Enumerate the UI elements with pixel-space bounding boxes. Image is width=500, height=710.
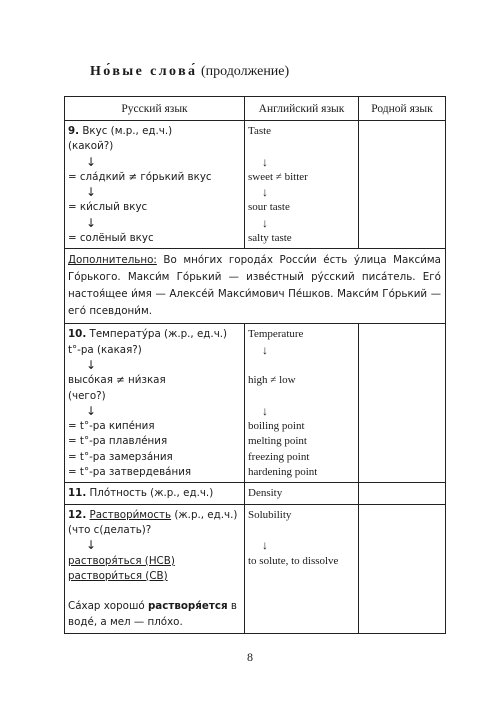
cell-ru-12: [65, 504, 245, 633]
title-main: Но́вые слова́: [90, 64, 198, 79]
verb-perfective: раствори́ться (СВ): [68, 569, 168, 582]
table-row-12: [65, 504, 446, 633]
term-line: 9. Вкус (м.р., ед.ч.): [68, 125, 173, 137]
table-row-note: [65, 249, 446, 324]
arrow-down-icon: ↓: [262, 185, 268, 200]
translation-line: to solute, to dissolve: [248, 554, 339, 567]
cell-ru-11: [65, 483, 245, 504]
arrow-down-icon: ↓: [86, 357, 97, 372]
translation-line: hardening point: [248, 466, 318, 479]
arrow-down-icon: ↓: [262, 154, 268, 169]
translation-line: freezing point: [248, 450, 310, 463]
phrase-line: = сла́дкий ≠ го́рький вкус: [68, 170, 212, 183]
example-sentence-end: воде́, а мел — пло́хо.: [68, 615, 183, 628]
cell-en-12: [245, 504, 359, 633]
term-word: Раствори́мость: [89, 508, 172, 521]
arrow-down-icon: ↓: [86, 185, 97, 200]
arrow-down-icon: ↓: [262, 538, 268, 553]
cell-note: [65, 249, 446, 324]
translation-line: Density: [248, 487, 283, 500]
translation-line: boiling point: [248, 420, 305, 433]
translation-line: sour taste: [248, 201, 290, 214]
cell-en-10: [245, 324, 359, 483]
phrase-line: = t°-ра замерза́ния: [68, 450, 173, 463]
table-row-9: [65, 121, 446, 249]
phrase-line: = солёный вкус: [68, 232, 154, 245]
header-russian: Русский язык: [65, 97, 245, 121]
term-line: 11. Пло́тность (ж.р., ед.ч.): [68, 487, 214, 500]
cell-en-9: [245, 121, 359, 249]
phrase-line: = t°-ра плавле́ния: [68, 435, 168, 448]
cell-ru-9: [65, 121, 245, 249]
entry-number: 11.: [68, 487, 87, 500]
term-line: 12. Раствори́мость (ж.р., ед.ч.): [68, 508, 238, 521]
cell-en-11: [245, 483, 359, 504]
question-line: t°-ра (какая?): [68, 343, 142, 356]
arrow-down-icon: ↓: [86, 403, 97, 418]
phrase-line: = t°-ра кипе́ния: [68, 420, 155, 433]
translation-line: salty taste: [248, 232, 292, 245]
example-sentence: Са́хар хорошо́ растворя́ется в: [68, 600, 237, 613]
arrow-down-icon: ↓: [262, 403, 268, 418]
entry-number: 10.: [68, 328, 87, 341]
cell-native-10: [359, 324, 446, 483]
arrow-down-icon: ↓: [86, 154, 97, 169]
arrow-down-icon: ↓: [262, 342, 268, 357]
verb-imperfective: растворя́ться (НСВ): [68, 554, 175, 567]
phrase-line: = ки́слый вкус: [68, 201, 148, 214]
question-line: (какой?): [68, 140, 114, 153]
translation-line: sweet ≠ bitter: [248, 170, 308, 183]
arrow-down-icon: ↓: [86, 215, 97, 230]
page-number: 8: [247, 650, 253, 664]
cell-native-12: [359, 504, 446, 633]
translation-line: melting point: [248, 435, 307, 448]
cell-native-9: [359, 121, 446, 249]
note-text: Во мно́гих города́х Росси́и е́сть у́лица Макси́ма Го́рького. Макси́м Го́рький — изве́стный ру́сский писа́тель. Его́ настоя́щее и́мя — Алексе́й Макси́мович Пе́шков. Макси́м Го́рький — его́ псевдони́м.: [68, 254, 441, 318]
vocabulary-table: [64, 96, 446, 634]
entry-number: 9.: [68, 125, 80, 137]
note-label: Дополнительно:: [68, 254, 157, 267]
translation-line: Solubility: [248, 508, 292, 521]
arrow-down-icon: ↓: [86, 538, 97, 553]
question-line: (чего?): [68, 389, 106, 402]
header-english: Английский язык: [245, 97, 359, 121]
entry-number: 12.: [68, 508, 87, 521]
phrase-line: = t°-ра затвердева́ния: [68, 466, 192, 479]
cell-ru-10: [65, 324, 245, 483]
title-subtitle: (продолжение): [200, 64, 290, 79]
term-line: 10. Температу́ра (ж.р., ед.ч.): [68, 328, 228, 341]
page-title: [90, 64, 289, 80]
cell-native-11: [359, 483, 446, 504]
table-header-row: [65, 97, 446, 121]
question-line: (что с(делать)?: [68, 523, 152, 536]
translation-line: Taste: [248, 125, 272, 137]
table-row-10: [65, 324, 446, 483]
translation-line: high ≠ low: [248, 374, 296, 387]
header-native: Родной язык: [359, 97, 446, 121]
phrase-line: высо́кая ≠ ни́зкая: [68, 374, 166, 387]
arrow-down-icon: ↓: [262, 215, 268, 230]
translation-line: Temperature: [248, 328, 304, 341]
table-row-11: [65, 483, 446, 504]
